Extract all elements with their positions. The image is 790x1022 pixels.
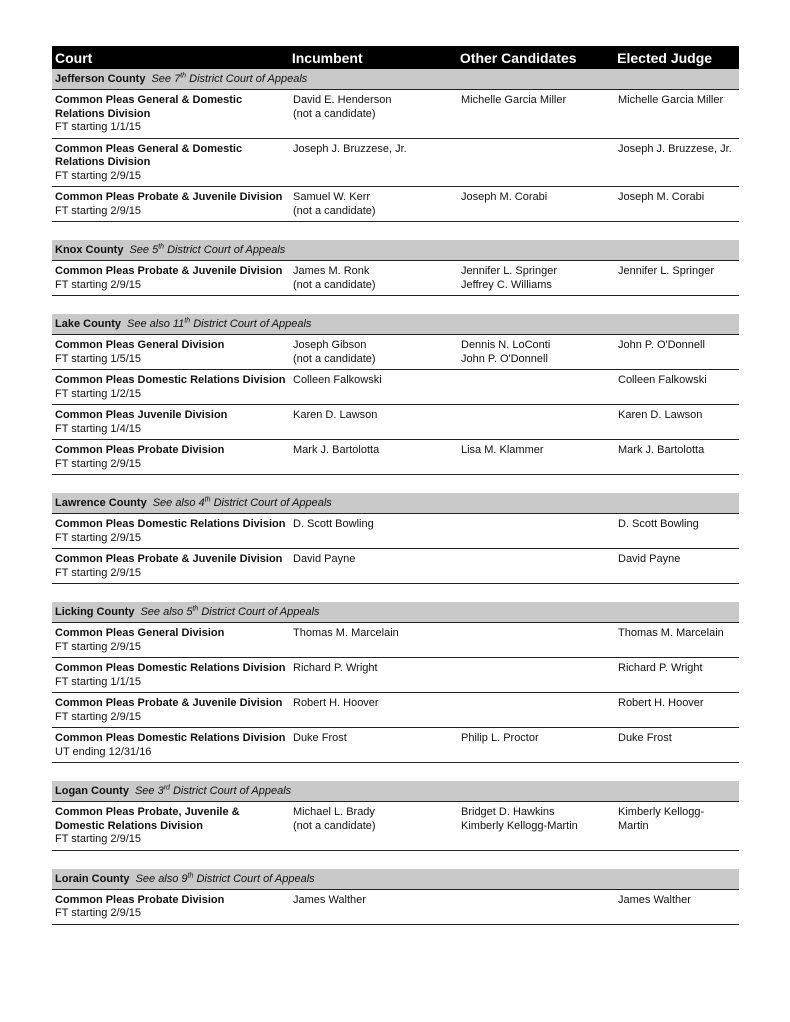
court-name: Common Pleas General Division [55, 339, 225, 351]
term: FT starting 1/4/15 [55, 422, 142, 435]
table-row [52, 139, 739, 188]
other-candidates-cell [458, 627, 615, 654]
court-cell [52, 627, 290, 654]
other-candidates-cell: Michelle Garcia Miller [461, 94, 567, 106]
term: FT starting 2/9/15 [55, 640, 142, 653]
elected-judge-cell: Thomas M. Marcelain [618, 627, 724, 639]
election-results-table [52, 46, 739, 925]
court-name: Common Pleas General & Domestic Relations Division [55, 94, 243, 120]
incumbent-cell: Thomas M. Marcelain [293, 627, 399, 639]
court-name: Common Pleas Domestic Relations Division [55, 518, 286, 530]
section-gap [52, 763, 739, 781]
other-candidates-cell: Joseph M. Corabi [461, 191, 548, 203]
county-header [52, 602, 739, 623]
court-name: Common Pleas General & Domestic Relations Division [55, 142, 243, 168]
table-row [52, 405, 739, 440]
table-row [52, 187, 739, 222]
elected-judge-cell: Mark J. Bartolotta [618, 444, 705, 456]
table-row [52, 370, 739, 405]
court-cell [52, 374, 290, 401]
appeals-note-ordinal: th [180, 72, 187, 80]
appeals-note-text: See 5 [129, 244, 159, 256]
appeals-note-ordinal: th [184, 317, 191, 325]
incumbent-cell: Richard P. Wright [293, 662, 378, 674]
elected-judge-cell: John P. O'Donnell [618, 339, 705, 351]
table-row [52, 335, 739, 370]
other-candidates-cell [458, 553, 615, 580]
court-cell [52, 409, 290, 436]
appeals-note-text: See also 9 [135, 872, 188, 885]
court-cell [52, 143, 290, 184]
appeals-note [135, 785, 291, 797]
incumbent-cell: Duke Frost [293, 732, 347, 744]
appeals-note-ordinal: rd [163, 784, 170, 792]
elected-judge-cell: Colleen Falkowski [618, 374, 707, 386]
elected-judge-cell: David Payne [618, 553, 681, 565]
header-court: Court [55, 49, 93, 66]
incumbent-cell: Joseph Gibson (not a candidate) [293, 339, 376, 365]
court-cell [52, 806, 290, 847]
court-name: Common Pleas Probate Division [55, 444, 225, 456]
court-name: Common Pleas Probate, Juvenile & Domestic Relations Division [55, 806, 240, 832]
incumbent-cell: Colleen Falkowski [293, 374, 382, 386]
other-candidates-cell: Bridget D. Hawkins Kimberly Kellogg-Martin [461, 806, 578, 832]
appeals-note-ordinal: th [204, 496, 211, 504]
incumbent-cell: Michael L. Brady (not a candidate) [293, 806, 376, 832]
elected-judge-cell: Michelle Garcia Miller [618, 94, 724, 106]
term: FT starting 2/9/15 [55, 833, 142, 845]
court-cell [52, 191, 290, 218]
appeals-note-text: See also 11 [127, 318, 185, 330]
incumbent-cell: David E. Henderson (not a candidate) [293, 94, 392, 120]
table-row [52, 802, 739, 851]
other-candidates-cell: Philip L. Proctor [461, 732, 539, 744]
term: FT starting 2/9/15 [55, 204, 142, 217]
appeals-note-ordinal: th [187, 871, 194, 879]
court-cell [52, 518, 290, 545]
section-gap [52, 584, 739, 602]
elected-judge-cell: James Walther [618, 893, 691, 906]
other-candidates-cell [458, 143, 615, 184]
county-sections [52, 69, 739, 925]
county-header [52, 69, 739, 90]
county-name: Licking County [55, 606, 135, 618]
incumbent-cell: Joseph J. Bruzzese, Jr. [293, 142, 407, 155]
county-header [52, 314, 739, 335]
court-name: Common Pleas Probate & Juvenile Division [55, 697, 283, 709]
table-header [52, 46, 739, 69]
appeals-note-suffix: District Court of Appeals [198, 606, 320, 618]
term: FT starting 1/2/15 [55, 387, 142, 400]
term: FT starting 2/9/15 [55, 169, 142, 182]
court-cell [52, 444, 290, 471]
section-gap [52, 222, 739, 240]
court-name: Common Pleas Probate & Juvenile Division [55, 191, 283, 203]
other-candidates-cell [458, 697, 615, 724]
court-name: Common Pleas Probate & Juvenile Division [55, 265, 283, 277]
appeals-note-suffix: District Court of Appeals [190, 318, 312, 330]
appeals-note-ordinal: th [158, 243, 165, 251]
table-row [52, 728, 739, 763]
header-elected-judge: Elected Judge [617, 49, 713, 66]
incumbent-cell: Robert H. Hoover [293, 697, 379, 709]
appeals-note-text: See also 5 [140, 606, 193, 618]
incumbent-cell: David Payne [293, 553, 356, 565]
appeals-note [127, 318, 311, 330]
other-candidates-cell: Jennifer L. Springer Jeffrey C. Williams [461, 265, 557, 291]
term: FT starting 2/9/15 [55, 710, 142, 723]
court-cell [52, 265, 290, 292]
elected-judge-cell: Joseph J. Bruzzese, Jr. [618, 142, 732, 155]
header-other-candidates: Other Candidates [459, 49, 577, 66]
county-header [52, 781, 739, 802]
table-row [52, 514, 739, 549]
court-name: Common Pleas Probate Division [55, 893, 225, 906]
court-cell [52, 553, 290, 580]
appeals-note [151, 73, 307, 85]
appeals-note-suffix: District Court of Appeals [193, 872, 315, 885]
term: UT ending 12/31/16 [55, 745, 152, 758]
elected-judge-cell: Kimberly Kellogg- Martin [618, 806, 705, 832]
section-gap [52, 475, 739, 493]
table-row [52, 440, 739, 475]
elected-judge-cell: Richard P. Wright [618, 662, 703, 674]
elected-judge-cell: Joseph M. Corabi [618, 191, 705, 203]
appeals-note-text: See 3 [134, 785, 164, 797]
term: FT starting 2/9/15 [55, 457, 142, 470]
table-row [52, 549, 739, 584]
incumbent-cell: James M. Ronk (not a candidate) [293, 265, 376, 291]
county-name: Knox County [55, 244, 124, 256]
table-row [52, 658, 739, 693]
county-name: Lorain County [55, 872, 130, 885]
other-candidates-cell [458, 409, 615, 436]
incumbent-cell: D. Scott Bowling [293, 518, 374, 530]
county-name: Lawrence County [55, 497, 147, 509]
court-cell [52, 697, 290, 724]
court-name: Common Pleas General Division [55, 627, 225, 639]
county-name: Lake County [55, 318, 122, 330]
term: FT starting 1/5/15 [55, 352, 142, 365]
elected-judge-cell: Jennifer L. Springer [618, 265, 714, 277]
county-name: Logan County [55, 785, 129, 797]
appeals-note [136, 873, 315, 885]
table-row [52, 693, 739, 728]
court-cell [52, 94, 290, 135]
appeals-note [129, 244, 285, 256]
appeals-note-ordinal: th [192, 605, 199, 613]
table-row [52, 261, 739, 296]
court-cell [52, 662, 290, 689]
elected-judge-cell: Robert H. Hoover [618, 697, 704, 709]
term: FT starting 2/9/15 [55, 907, 142, 919]
incumbent-cell: Samuel W. Kerr (not a candidate) [293, 191, 376, 217]
court-name: Common Pleas Juvenile Division [55, 409, 228, 421]
appeals-note-suffix: District Court of Appeals [169, 785, 292, 797]
elected-judge-cell: D. Scott Bowling [618, 518, 699, 530]
court-name: Common Pleas Domestic Relations Division [55, 732, 286, 744]
county-header [52, 493, 739, 514]
other-candidates-cell [458, 518, 615, 545]
court-name: Common Pleas Probate & Juvenile Division [55, 553, 283, 565]
county-header [52, 869, 739, 890]
court-cell [52, 894, 290, 921]
section-gap [52, 851, 739, 869]
court-cell [52, 339, 290, 366]
elected-judge-cell: Duke Frost [618, 732, 672, 744]
appeals-note-text: See also 4 [152, 497, 205, 509]
header-incumbent: Incumbent [291, 49, 363, 66]
elected-judge-cell: Karen D. Lawson [618, 409, 703, 421]
appeals-note-suffix: District Court of Appeals [186, 73, 308, 85]
term: FT starting 2/9/15 [55, 278, 142, 291]
other-candidates-cell: Dennis N. LoConti John P. O'Donnell [461, 339, 551, 365]
other-candidates-cell [458, 894, 615, 921]
county-name: Jefferson County [55, 73, 146, 85]
appeals-note [153, 497, 332, 509]
other-candidates-cell: Lisa M. Klammer [461, 444, 544, 456]
other-candidates-cell [458, 374, 615, 401]
table-row [52, 623, 739, 658]
appeals-note-suffix: District Court of Appeals [164, 244, 286, 256]
court-cell [52, 732, 290, 759]
appeals-note-text: See 7 [151, 73, 181, 85]
court-name: Common Pleas Domestic Relations Division [55, 374, 286, 386]
court-name: Common Pleas Domestic Relations Division [55, 662, 286, 674]
county-header [52, 240, 739, 261]
other-candidates-cell [458, 662, 615, 689]
term: FT starting 1/1/15 [55, 675, 142, 688]
term: FT starting 2/9/15 [55, 566, 142, 579]
term: FT starting 1/1/15 [55, 121, 142, 133]
appeals-note [140, 606, 319, 618]
incumbent-cell: Mark J. Bartolotta [293, 444, 380, 456]
term: FT starting 2/9/15 [55, 531, 142, 544]
table-row [52, 90, 739, 139]
incumbent-cell: Karen D. Lawson [293, 409, 378, 421]
appeals-note-suffix: District Court of Appeals [210, 497, 332, 509]
incumbent-cell: James Walther [293, 893, 366, 906]
table-row [52, 890, 739, 925]
section-gap [52, 296, 739, 314]
